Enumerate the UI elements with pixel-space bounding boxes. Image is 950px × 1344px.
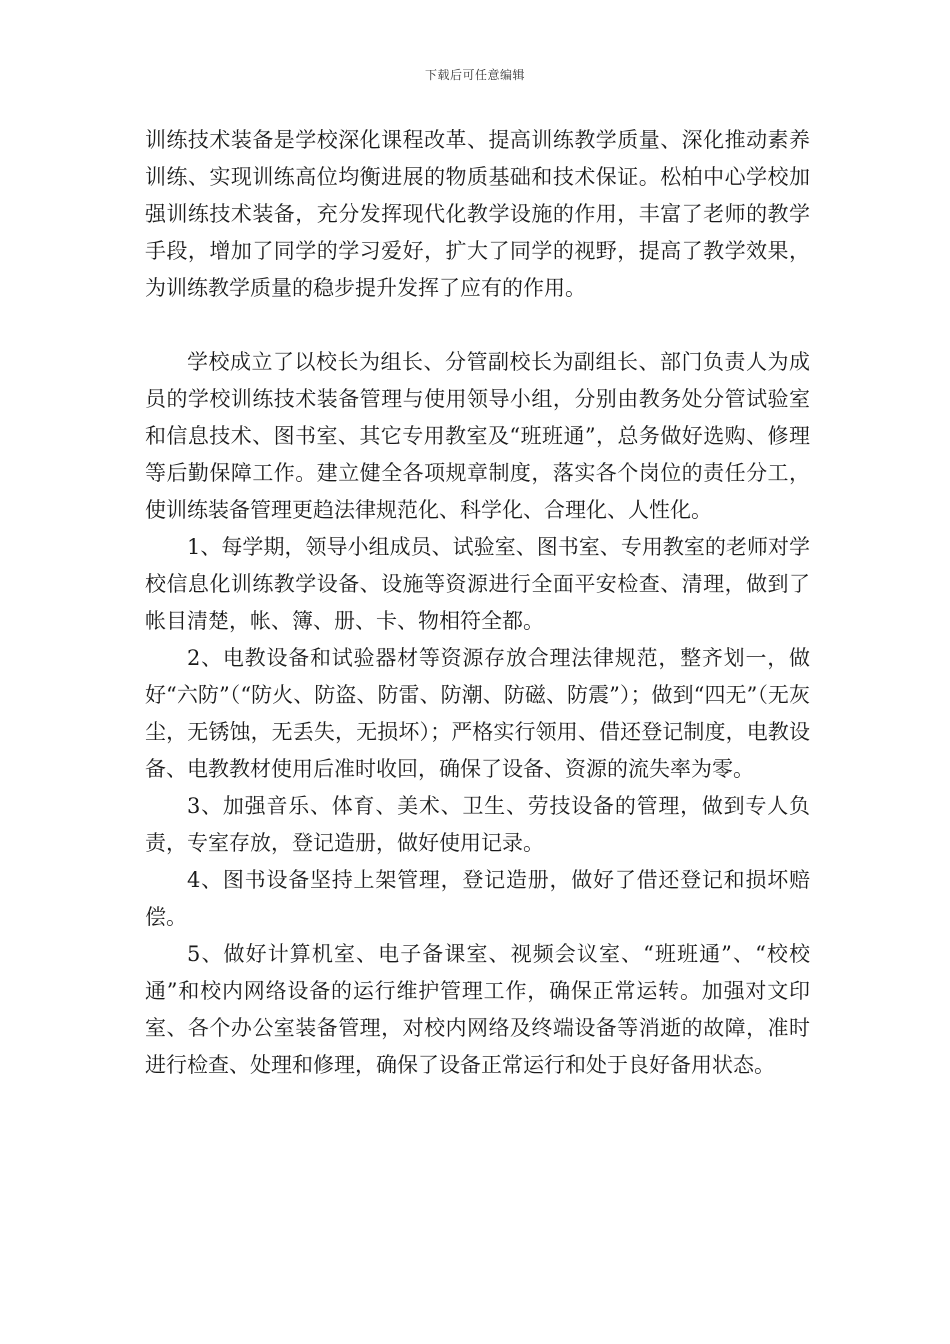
paragraph-item-3: 3、加强音乐、体育、美术、卫生、劳技设备的管理，做到专人负责，专室存放，登记造册，做好使用记录。 [145,794,810,855]
paragraph-item-2: 2、电教设备和试验器材等资源存放合理法律规范，整齐划一，做好“六防”（“防火、防盗、防雷、防潮、防磁、防震”）；做到“四无”（无灰尘，无锈蚀，无丢失，无损坏）；严格实行领用、借还登记制度，电教设备、电教教材使用后准时收回，确保了设备、资源的流失率为零。 [145,646,810,781]
document-body [145,122,810,1084]
header-note: 下载后可任意编辑 [424,68,525,82]
paragraph-item-1: 1、每学期，领导小组成员、试验室、图书室、专用教室的老师对学校信息化训练教学设备、设施等资源进行全面平安检查、清理，做到了帐目清楚，帐、簿、册、卡、物相符全都。 [145,535,810,633]
paragraph-item-5: 5、做好计算机室、电子备课室、视频会议室、“班班通”、“校校通”和校内网络设备的运行维护管理工作，确保正常运转。加强对文印室、各个办公室装备管理，对校内网络及终端设备等消逝的故障，准时进行检查、处理和修理，确保了设备正常运行和处于良好备用状态。 [145,942,810,1077]
paragraph-intro: 训练技术装备是学校深化课程改革、提高训练教学质量、深化推动素养训练、实现训练高位均衡进展的物质基础和技术保证。松柏中心学校加强训练技术装备，充分发挥现代化教学设施的作用，丰富了老师的教学手段，增加了同学的学习爱好，扩大了同学的视野，提高了教学效果，为训练教学质量的稳步提升发挥了应有的作用。 [145,128,810,300]
paragraph-item-4: 4、图书设备坚持上架管理，登记造册，做好了借还登记和损坏赔偿。 [145,868,810,929]
paragraph-leadership-group: 学校成立了以校长为组长、分管副校长为副组长、部门负责人为成员的学校训练技术装备管理与使用领导小组，分别由教务处分管试验室和信息技术、图书室、其它专用教室及“班班通”，总务做好选购、修理等后勤保障工作。建立健全各项规章制度，落实各个岗位的责任分工，使训练装备管理更趋法律规范化、科学化、合理化、人性化。 [145,350,810,522]
